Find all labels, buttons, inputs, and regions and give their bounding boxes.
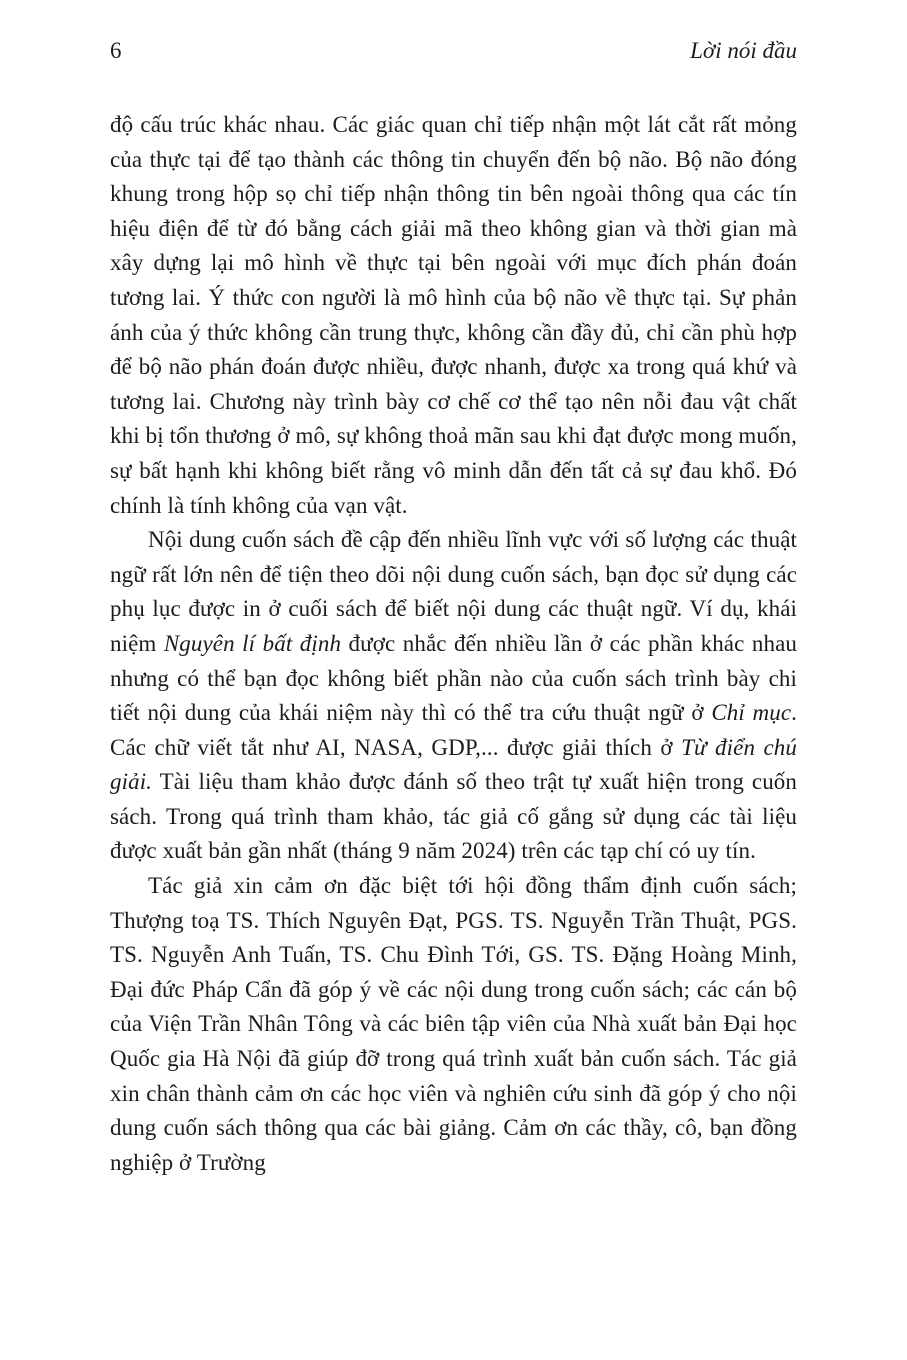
page-number: 6 [110, 38, 122, 63]
text-run: Tài liệu tham khảo được đánh số theo trật tự xuất hiện trong cuốn sách. Trong quá trình tham khảo, tác giả cố gắng sử dụng các tài liệu được xuất bản gần nhất (tháng 9 năm 2024) trên các tạp chí có uy tín. [110, 769, 797, 864]
text-run: được nhắc đến nhiều lần ở các phần khác nhau nhưng có thể bạn đọc không biết phần nào của cuốn sách trình bày chi tiết nội dung của khái niệm này thì có thể tra cứu thuật ngữ ở [110, 630, 797, 726]
text-run: Nội dung cuốn sách đề cập đến nhiều lĩnh vực với số lượng các thuật ngữ rất lớn nên để tiện theo dõi nội dung cuốn sách, bạn đọc sử dụng các phụ lục được in ở cuối sách để biết nội dung các thuật ngữ. Ví dụ, khái niệm [110, 527, 797, 656]
text-run: Tác giả xin cảm ơn đặc biệt tới hội đồng thẩm định cuốn sách; Thượng toạ TS. Thích Nguyên Đạt, PGS. TS. Nguyễn Trần Thuật, PGS. TS. Nguyễn Anh Tuấn, TS. Chu Đình Tới, GS. TS. Đặng Hoàng Minh, Đại đức Pháp Cẩn đã góp ý về các nội dung trong cuốn sách; các cán bộ của Viện Trần Nhân Tông và các biên tập viên của Nhà xuất bản Đại học Quốc gia Hà Nội đã giúp đỡ trong quá trình xuất bản cuốn sách. Tác giả xin chân thành cảm ơn các học viên và nghiên cứu sinh đã góp ý cho nội dung cuốn sách thông qua các bài giảng. Cảm ơn các thầy, cô, bạn đồng nghiệp ở Trường [110, 873, 797, 1175]
emphasized-text: Chỉ mục [711, 700, 792, 726]
body-text [110, 108, 797, 1180]
text-run: độ cấu trúc khác nhau. Các giác quan chỉ tiếp nhận một lát cắt rất mỏng của thực tại để tạo thành các thông tin chuyển đến bộ não. Bộ não đóng khung trong hộp sọ chỉ tiếp nhận thông tin bên ngoài thông qua các tín hiệu điện để từ đó bằng cách giải mã theo không gian và thời gian mà xây dựng lại mô hình về thực tại bên ngoài với mục đích phán đoán tương lai. Ý thức con người là mô hình của bộ não về thực tại. Sự phản ánh của ý thức không cần trung thực, không cần đầy đủ, chỉ cần phù hợp để bộ não phán đoán được nhiều, được nhanh, được xa trong quá khứ và tương lai. Chương này trình bày cơ chế cơ thể tạo nên nỗi đau vật chất khi bị tổn thương ở mô, sự không thoả mãn sau khi đạt được mong muốn, sự bất hạnh khi không biết rằng vô minh dẫn đến tất cả sự đau khổ. Đó chính là tính không của vạn vật. [110, 112, 797, 518]
emphasized-text: Nguyên lí bất định [163, 630, 342, 656]
page-header [110, 38, 797, 64]
paragraph [110, 108, 797, 523]
text-run: . Các chữ viết tắt như AI, NASA, GDP,... được giải thích ở [110, 700, 797, 760]
paragraph [110, 523, 797, 869]
emphasized-text: Từ điển chú giải. [110, 734, 797, 795]
paragraph [110, 869, 797, 1180]
running-header: Lời nói đầu [690, 38, 797, 63]
